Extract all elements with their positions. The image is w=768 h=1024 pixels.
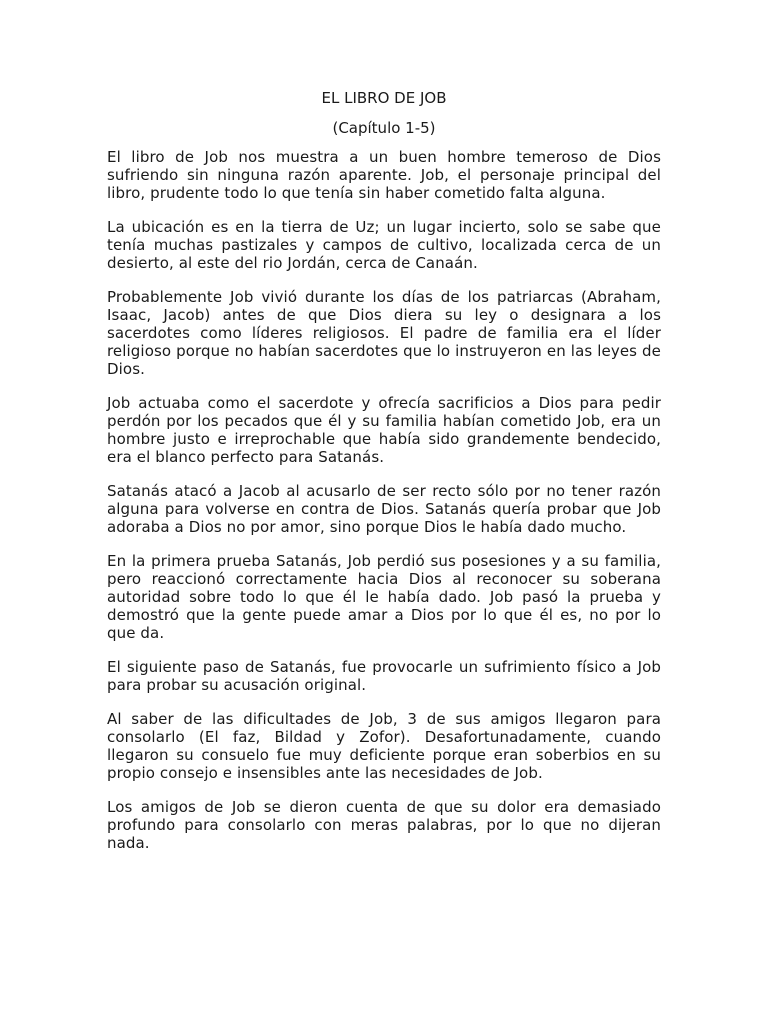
paragraph-4: Job actuaba como el sacerdote y ofrecía sacrificios a Dios para pedir perdón por los pecados que él y su familia habían cometido Job, era un hombre justo e irreprochable que había sido grandemente bendecido, era el blanco perfecto para Satanás. xyxy=(107,394,661,466)
paragraph-1: El libro de Job nos muestra a un buen hombre temeroso de Dios sufriendo sin ninguna razón aparente. Job, el personaje principal del libro, prudente todo lo que tenía sin haber cometido falta alguna. xyxy=(107,148,661,202)
paragraph-2: La ubicación es en la tierra de Uz; un lugar incierto, solo se sabe que tenía muchas pastizales y campos de cultivo, localizada cerca de un desierto, al este del rio Jordán, cerca de Canaán. xyxy=(107,218,661,272)
paragraph-5: Satanás atacó a Jacob al acusarlo de ser recto sólo por no tener razón alguna para volverse en contra de Dios. Satanás quería probar que Job adoraba a Dios no por amor, sino porque Dios le había dado mucho. xyxy=(107,482,661,536)
document-subtitle: (Capítulo 1-5) xyxy=(332,119,436,137)
document-title: EL LIBRO DE JOB xyxy=(321,89,447,107)
paragraph-3: Probablemente Job vivió durante los días de los patriarcas (Abraham, Isaac, Jacob) antes de que Dios diera su ley o designara a los sacerdotes como líderes religiosos. El padre de familia era el líder religioso porque no habían sacerdotes que lo instruyeron en las leyes de Dios. xyxy=(107,288,661,378)
paragraph-9: Los amigos de Job se dieron cuenta de que su dolor era demasiado profundo para consolarlo con meras palabras, por lo que no dijeran nada. xyxy=(107,798,661,852)
paragraph-7: El siguiente paso de Satanás, fue provocarle un sufrimiento físico a Job para probar su acusación original. xyxy=(107,658,661,694)
document-body xyxy=(107,88,661,868)
paragraph-6: En la primera prueba Satanás, Job perdió sus posesiones y a su familia, pero reaccionó correctamente hacia Dios al reconocer su soberana autoridad sobre todo lo que él le había dado. Job pasó la prueba y demostró que la gente puede amar a Dios por lo que él es, no por lo que da. xyxy=(107,552,661,642)
paragraph-8: Al saber de las dificultades de Job, 3 de sus amigos llegaron para consolarlo (El faz, Bildad y Zofor). Desafortunadamente, cuando llegaron su consuelo fue muy deficiente porque eran soberbios en su propio consejo e insensibles ante las necesidades de Job. xyxy=(107,710,661,782)
